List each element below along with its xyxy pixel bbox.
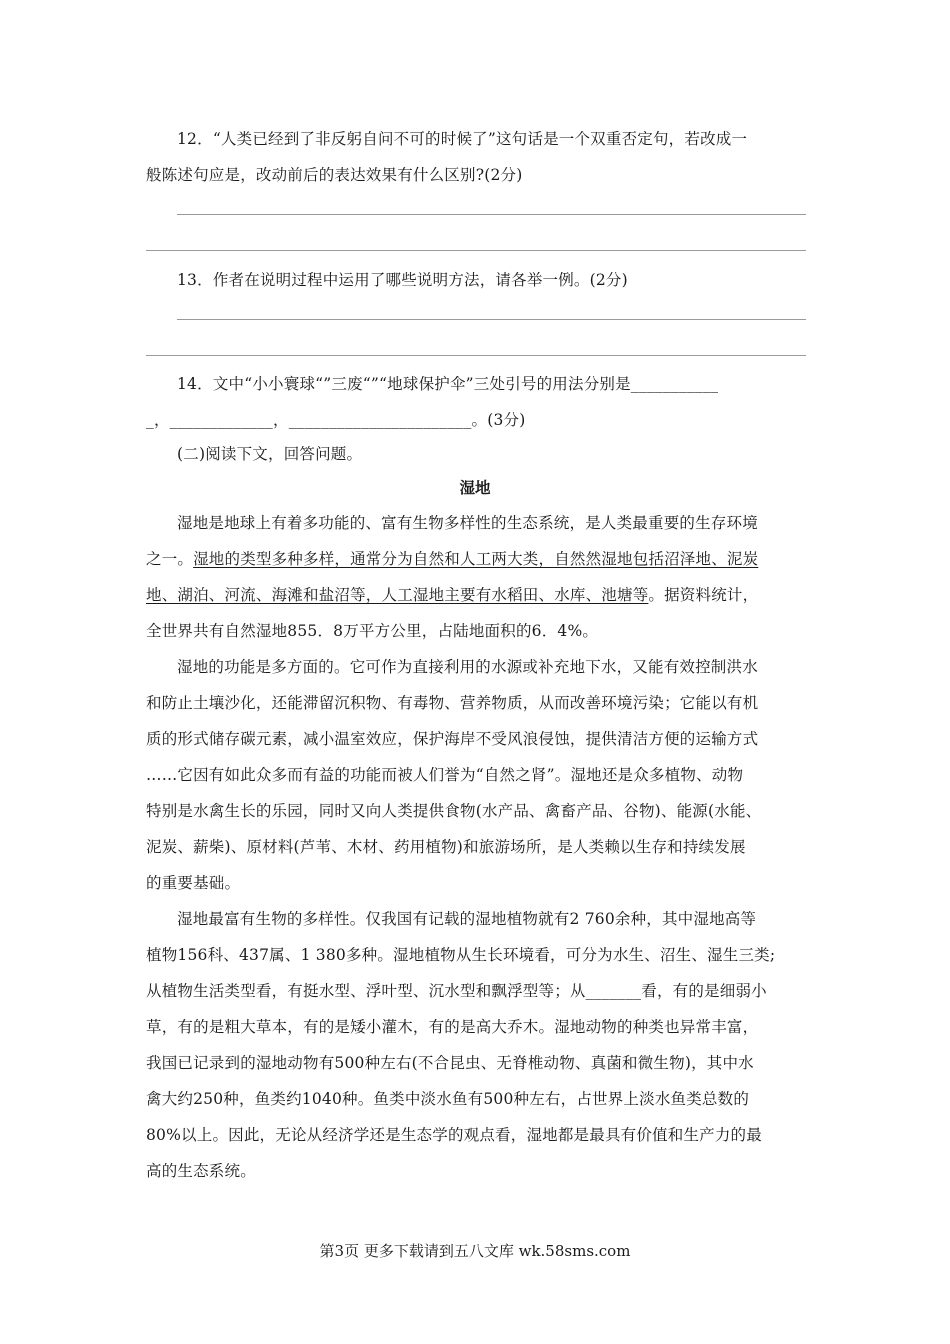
- question-14-line-1: 14．文中“小小寰球“”三废“”“地球保护伞”三处引号的用法分别是___________: [177, 375, 719, 393]
- paragraph-2-line-5: 特别是水禽生长的乐园，同时又向人类提供食物(水产品、禽畜产品、谷物)、能源(水能、: [146, 802, 762, 820]
- paragraph-2-line-6: 泥炭、薪柴)、原材料(芦苇、木材、药用植物)和旅游场所，是人类赖以生存和持续发展: [146, 838, 746, 856]
- section-heading: (二)阅读下文，回答问题。: [177, 445, 363, 463]
- paragraph-1-line-4: 全世界共有自然湿地855．8万平方公里，占陆地面积的6．4%。: [146, 622, 599, 640]
- paragraph-3-line-2: 植物156科、437属、1 380多种。湿地植物从生长环境看，可分为水生、沼生、湿生三类;: [146, 946, 776, 964]
- paragraph-3-line-5: 我国已记录到的湿地动物有500种左右(不合昆虫、无脊椎动物、真菌和微生物)，其中水: [146, 1054, 754, 1072]
- question-13-line-1: 13．作者在说明过程中运用了哪些说明方法，请各举一例。(2分): [177, 271, 628, 289]
- page-footer: 第3页 更多下载请到五八文库 wk.58sms.com: [319, 1242, 631, 1260]
- paragraph-3-line-8: 高的生态系统。: [146, 1162, 256, 1180]
- paragraph-2-line-3: 质的形式储存碳元素，减小温室效应，保护海岸不受风浪侵蚀，提供清洁方便的运输方式: [146, 730, 759, 748]
- paragraph-1-line-3: [146, 583, 806, 607]
- paragraph-3-line-3: 从植物生活类型看，有挺水型、浮叶型、沉水型和飘浮型等；从_______看，有的是细弱小: [146, 982, 767, 1000]
- question-12-line-2: 般陈述句应是，改动前后的表达效果有什么区别?(2分): [146, 166, 523, 184]
- paragraph-2-line-2: 和防止土壤沙化，还能滞留沉积物、有毒物、营养物质，从而改善环境污染；它能以有机: [146, 694, 759, 712]
- underlined-text: 湿地的类型多种多样，通常分为自然和人工两大类，自然然湿地包括沼泽地、泥炭: [193, 550, 759, 568]
- paragraph-3-line-7: 80%以上。因此，无论从经济学还是生态学的观点看，湿地都是最具有价值和生产力的最: [146, 1126, 762, 1144]
- paragraph-3-line-4: 草，有的是粗大草本，有的是矮小灌木，有的是高大乔木。湿地动物的种类也异常丰富，: [146, 1018, 759, 1036]
- paragraph-2-line-4: ……它因有如此众多而有益的功能而被人们誉为“自然之肾”。湿地还是众多植物、动物: [146, 766, 744, 784]
- answer-line: [146, 250, 806, 251]
- question-12-line-1: 12．“人类已经到了非反躬自问不可的时候了”这句话是一个双重否定句，若改成一: [177, 130, 748, 148]
- plain-text: 。据资料统计，: [648, 586, 759, 604]
- paragraph-1-line-1: 湿地是地球上有着多功能的、富有生物多样性的生态系统，是人类最重要的生存环境: [177, 514, 758, 532]
- paragraph-2-line-1: 湿地的功能是多方面的。它可作为直接利用的水源或补充地下水，又能有效控制洪水: [177, 658, 758, 676]
- answer-line: [146, 355, 806, 356]
- paragraph-3-line-1: 湿地最富有生物的多样性。仅我国有记载的湿地植物就有2 760余种，其中湿地高等: [177, 910, 757, 928]
- answer-line: [177, 319, 806, 320]
- underlined-text: 地、湖泊、河流、海滩和盐沼等，人工湿地主要有水稻田、水库、池塘等: [146, 586, 649, 604]
- plain-text: 之一。: [146, 550, 194, 568]
- answer-line: [177, 214, 806, 215]
- passage-title: 湿地: [459, 479, 491, 497]
- paragraph-2-line-7: 的重要基础。: [146, 874, 241, 892]
- question-14-line-2: _，_____________，_______________________。(3分): [146, 411, 526, 429]
- paragraph-1-line-2: [146, 547, 806, 571]
- paragraph-3-line-6: 禽大约250种，鱼类约1040种。鱼类中淡水鱼有500种左右，占世界上淡水鱼类总数的: [146, 1090, 750, 1108]
